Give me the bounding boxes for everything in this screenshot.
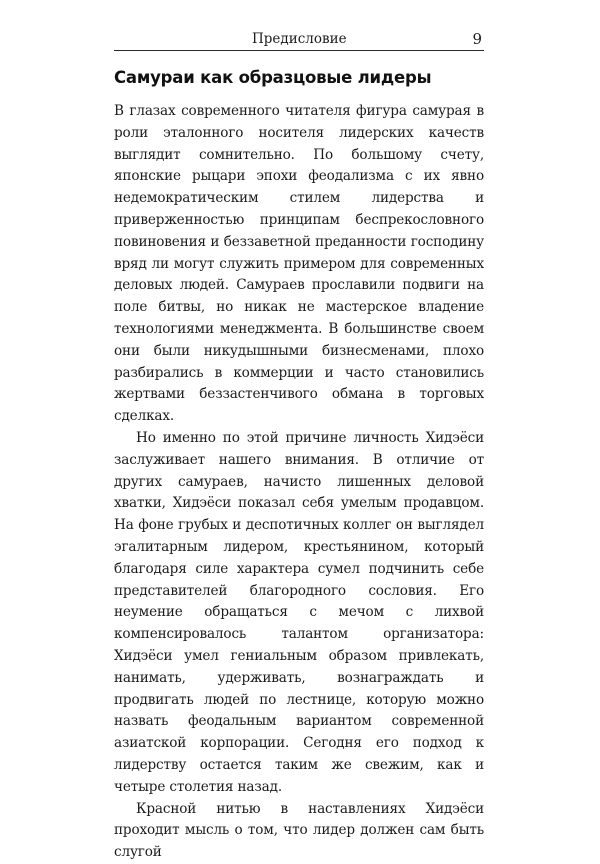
book-page [114,28,484,864]
running-head [114,28,484,51]
paragraph-2: Но именно по этой причине личность Хидэёси заслуживает нашего внимания. В отличие от других самураев, начисто лишенных деловой хватки, Хидэёси показал себя умелым продавцом. На фоне грубых и деспотичных коллег он выглядел эгалитарным лидером, крестьянином, который благодаря силе характера сумел подчинить себе представителей благородного сословия. Его неумение обращаться с мечом с лихвой компенсировалось талантом организатора: Хидэёси умел гениальным образом привлекать, нанимать, удерживать, вознаграждать и продвигать людей по лестнице, которую можно назвать феодальным вариантом современной азиатской корпорации. Сегодня его подход к лидерству остается таким же свежим, как и четыре столетия назад. [114,429,484,795]
body-text [114,101,484,864]
running-head-title: Предисловие [252,31,347,47]
section-heading: Самураи как образцовые лидеры [114,68,432,87]
page-number: 9 [472,30,482,48]
paragraph-1: В глазах современного читателя фигура самурая в роли эталонного носителя лидерских качеств выглядит сомнительно. По большому счету, японские рыцари эпохи феодализма с их явно недемократическим стилем лидерства и приверженностью принципам беспрекословного повиновения и беззаветной преданности господину вряд ли могут служить примером для современных деловых людей. Самураев прославили подвиги на поле битвы, но никак не мастерское владение технологиями менеджмента. В большинстве своем они были никудышными бизнесменами, плохо разбирались в коммерции и часто становились жертвами беззастенчивого обмана в торговых сделках. [114,103,484,425]
paragraph-3: Красной нитью в наставлениях Хидэёси проходит мысль о том, что лидер должен сам быть слугой [114,800,484,861]
